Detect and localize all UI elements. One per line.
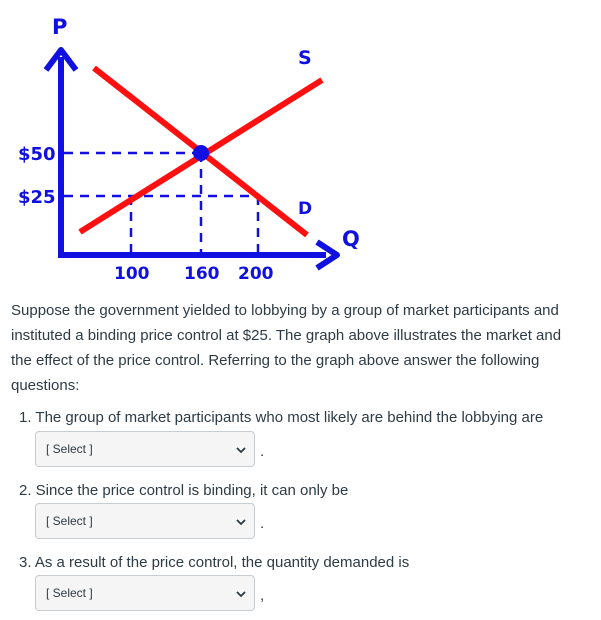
question-3-select-value: [ Select ] (46, 586, 93, 600)
axis-label-p: P (52, 15, 68, 39)
question-1-select[interactable] (35, 431, 255, 467)
chevron-down-icon (236, 518, 246, 526)
question-3-select[interactable] (35, 575, 255, 611)
question-2-select-value: [ Select ] (46, 514, 93, 528)
question-1-select-value: [ Select ] (46, 442, 93, 456)
demand-label: D (298, 199, 313, 219)
chevron-down-icon (236, 590, 246, 598)
question-2-text: 2. Since the price control is binding, it can only be (19, 482, 349, 499)
supply-demand-graph (0, 0, 601, 290)
question-2-answer (35, 503, 267, 539)
question-1-punctuation: . (260, 443, 265, 460)
quantity-tick-160: 160 (184, 264, 220, 284)
question-2-select[interactable] (35, 503, 255, 539)
question-1-text: 1. The group of market participants who most likely are behind the lobbying are (19, 409, 544, 426)
price-tick-50: $50 (18, 144, 56, 165)
question-prompt: Suppose the government yielded to lobbying by a group of market participants and instituted a binding price control at $25. The graph above illustrates the market and the effect of the price control. Referring to the graph above answer the following questions: (11, 302, 562, 394)
question-3-answer (35, 575, 267, 611)
quantity-tick-100: 100 (114, 264, 150, 284)
axis-label-q: Q (342, 227, 360, 251)
question-2-punctuation: . (260, 515, 265, 532)
chevron-down-icon (236, 446, 246, 454)
question-1-answer (35, 431, 267, 467)
equilibrium-point (193, 145, 209, 161)
question-3-text: 3. As a result of the price control, the quantity demanded is (19, 554, 410, 571)
price-tick-25: $25 (18, 187, 56, 208)
supply-label: S (298, 47, 312, 69)
quantity-tick-200: 200 (238, 264, 274, 284)
question-3-punctuation: , (260, 587, 265, 604)
